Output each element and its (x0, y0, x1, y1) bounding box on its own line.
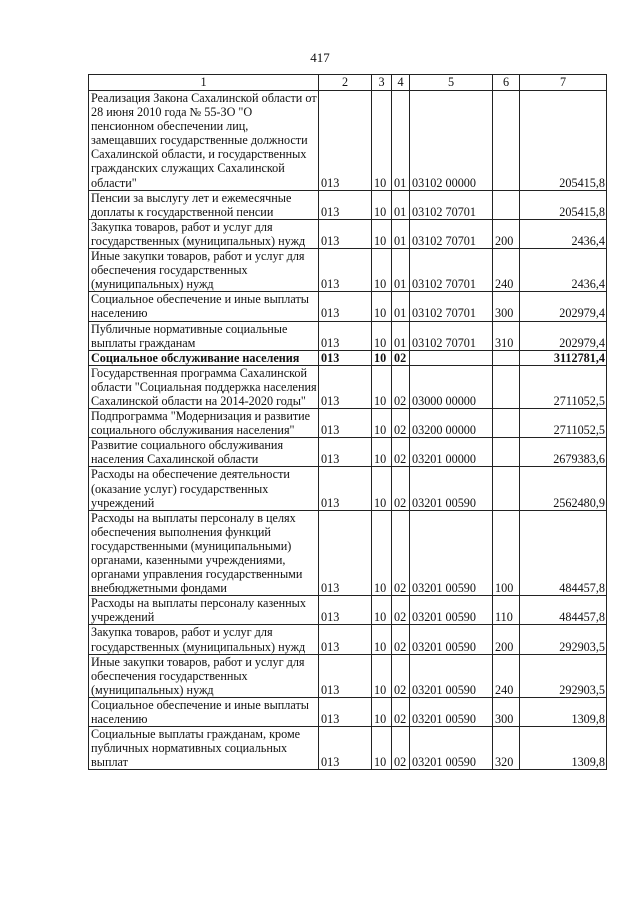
row-target-cell: 03102 70701 (410, 219, 493, 248)
row-expense-type-cell (493, 91, 520, 191)
row-name-cell: Пенсии за выслугу лет и ежемесячные доплаты к государственной пенсии (89, 190, 319, 219)
row-ministry-cell: 013 (319, 365, 372, 408)
row-amount-cell: 205415,8 (520, 91, 607, 191)
row-ministry-cell: 013 (319, 190, 372, 219)
row-ministry-cell: 013 (319, 467, 372, 510)
table-row (89, 350, 607, 365)
row-target-cell: 03201 00590 (410, 625, 493, 654)
row-expense-type-cell (493, 350, 520, 365)
row-name-cell: Государственная программа Сахалинской области "Социальная поддержка населения Сахалинской области на 2014-2020 годы" (89, 365, 319, 408)
budget-table (88, 74, 607, 770)
row-section-cell: 10 (372, 510, 392, 596)
row-target-cell: 03201 00590 (410, 510, 493, 596)
row-ministry-cell: 013 (319, 438, 372, 467)
table-row (89, 365, 607, 408)
row-target-cell: 03201 00590 (410, 596, 493, 625)
row-subsection-cell: 02 (392, 625, 410, 654)
row-name-cell: Закупка товаров, работ и услуг для государственных (муниципальных) нужд (89, 625, 319, 654)
row-amount-cell: 292903,5 (520, 654, 607, 697)
column-header-amount: 7 (520, 75, 607, 91)
row-target-cell: 03102 00000 (410, 91, 493, 191)
row-expense-type-cell: 200 (493, 219, 520, 248)
table-row (89, 292, 607, 321)
row-ministry-cell: 013 (319, 350, 372, 365)
row-amount-cell: 484457,8 (520, 596, 607, 625)
column-header-section: 3 (372, 75, 392, 91)
row-amount-cell: 202979,4 (520, 292, 607, 321)
row-amount-cell: 205415,8 (520, 190, 607, 219)
row-target-cell: 03201 00590 (410, 697, 493, 726)
table-row (89, 409, 607, 438)
row-ministry-cell: 013 (319, 91, 372, 191)
row-subsection-cell: 02 (392, 438, 410, 467)
table-row (89, 596, 607, 625)
row-target-cell (410, 350, 493, 365)
row-expense-type-cell: 310 (493, 321, 520, 350)
row-name-cell: Подпрограмма "Модернизация и развитие социального обслуживания населения" (89, 409, 319, 438)
row-expense-type-cell: 300 (493, 697, 520, 726)
column-header-subsection: 4 (392, 75, 410, 91)
row-target-cell: 03102 70701 (410, 249, 493, 292)
row-expense-type-cell: 100 (493, 510, 520, 596)
row-amount-cell: 1309,8 (520, 697, 607, 726)
row-subsection-cell: 01 (392, 190, 410, 219)
row-section-cell: 10 (372, 596, 392, 625)
row-subsection-cell: 02 (392, 510, 410, 596)
table-row (89, 249, 607, 292)
row-section-cell: 10 (372, 409, 392, 438)
row-ministry-cell: 013 (319, 625, 372, 654)
row-target-cell: 03200 00000 (410, 409, 493, 438)
row-section-cell: 10 (372, 365, 392, 408)
row-name-cell: Социальное обеспечение и иные выплаты населению (89, 697, 319, 726)
row-subsection-cell: 01 (392, 219, 410, 248)
row-expense-type-cell (493, 190, 520, 219)
row-amount-cell: 2711052,5 (520, 365, 607, 408)
row-section-cell: 10 (372, 727, 392, 770)
row-target-cell: 03201 00590 (410, 654, 493, 697)
table-body (89, 91, 607, 770)
table-row (89, 91, 607, 191)
row-name-cell: Расходы на выплаты персоналу казенных учреждений (89, 596, 319, 625)
row-ministry-cell: 013 (319, 409, 372, 438)
row-ministry-cell: 013 (319, 510, 372, 596)
row-amount-cell: 2436,4 (520, 219, 607, 248)
row-name-cell: Иные закупки товаров, работ и услуг для обеспечения государственных (муниципальных) нужд (89, 654, 319, 697)
row-name-cell: Расходы на обеспечение деятельности (оказание услуг) государственных учреждений (89, 467, 319, 510)
row-expense-type-cell (493, 365, 520, 408)
row-expense-type-cell: 240 (493, 249, 520, 292)
row-subsection-cell: 01 (392, 249, 410, 292)
row-name-cell: Иные закупки товаров, работ и услуг для обеспечения государственных (муниципальных) нужд (89, 249, 319, 292)
row-ministry-cell: 013 (319, 249, 372, 292)
table-row (89, 321, 607, 350)
table-row (89, 654, 607, 697)
row-name-cell: Социальные выплаты гражданам, кроме публичных нормативных социальных выплат (89, 727, 319, 770)
row-expense-type-cell: 110 (493, 596, 520, 625)
row-target-cell: 03102 70701 (410, 321, 493, 350)
row-ministry-cell: 013 (319, 219, 372, 248)
row-name-cell: Реализация Закона Сахалинской области от 28 июня 2010 года № 55-ЗО "О пенсионном обеспечении лиц, замещавших государственные должности Сахалинской области, и государственных гражданских служащих Сахалинской области" (89, 91, 319, 191)
row-target-cell: 03102 70701 (410, 190, 493, 219)
row-amount-cell: 2711052,5 (520, 409, 607, 438)
row-expense-type-cell: 200 (493, 625, 520, 654)
row-section-cell: 10 (372, 190, 392, 219)
row-amount-cell: 2562480,9 (520, 467, 607, 510)
row-target-cell: 03201 00590 (410, 467, 493, 510)
table-row (89, 510, 607, 596)
column-header-name: 1 (89, 75, 319, 91)
row-section-cell: 10 (372, 249, 392, 292)
row-expense-type-cell: 240 (493, 654, 520, 697)
row-name-cell: Расходы на выплаты персоналу в целях обеспечения выполнения функций государственными (муниципальными) органами, казенными учреждениями, органами управления государственными внебюджетными фондами (89, 510, 319, 596)
row-subsection-cell: 02 (392, 467, 410, 510)
row-amount-cell: 2436,4 (520, 249, 607, 292)
row-amount-cell: 1309,8 (520, 727, 607, 770)
row-name-cell: Социальное обслуживание населения (89, 350, 319, 365)
row-section-cell: 10 (372, 350, 392, 365)
row-subsection-cell: 02 (392, 365, 410, 408)
row-section-cell: 10 (372, 292, 392, 321)
header-row (89, 75, 607, 91)
column-header-expense-type: 6 (493, 75, 520, 91)
column-header-ministry: 2 (319, 75, 372, 91)
row-subsection-cell: 02 (392, 727, 410, 770)
row-subsection-cell: 02 (392, 697, 410, 726)
row-ministry-cell: 013 (319, 697, 372, 726)
table-row (89, 467, 607, 510)
row-subsection-cell: 02 (392, 654, 410, 697)
row-amount-cell: 484457,8 (520, 510, 607, 596)
row-section-cell: 10 (372, 321, 392, 350)
row-ministry-cell: 013 (319, 596, 372, 625)
row-target-cell: 03201 00590 (410, 727, 493, 770)
row-section-cell: 10 (372, 219, 392, 248)
row-name-cell: Социальное обеспечение и иные выплаты населению (89, 292, 319, 321)
row-name-cell: Закупка товаров, работ и услуг для государственных (муниципальных) нужд (89, 219, 319, 248)
row-ministry-cell: 013 (319, 321, 372, 350)
row-amount-cell: 2679383,6 (520, 438, 607, 467)
row-expense-type-cell (493, 409, 520, 438)
table-row (89, 190, 607, 219)
row-expense-type-cell: 320 (493, 727, 520, 770)
row-section-cell: 10 (372, 697, 392, 726)
row-expense-type-cell: 300 (493, 292, 520, 321)
row-ministry-cell: 013 (319, 292, 372, 321)
table-row (89, 219, 607, 248)
row-expense-type-cell (493, 467, 520, 510)
page-number: 417 (310, 50, 330, 65)
row-name-cell: Развитие социального обслуживания населения Сахалинской области (89, 438, 319, 467)
row-name-cell: Публичные нормативные социальные выплаты гражданам (89, 321, 319, 350)
row-amount-cell: 292903,5 (520, 625, 607, 654)
table-row (89, 438, 607, 467)
row-section-cell: 10 (372, 438, 392, 467)
row-subsection-cell: 02 (392, 350, 410, 365)
row-section-cell: 10 (372, 625, 392, 654)
row-amount-cell: 3112781,4 (520, 350, 607, 365)
row-subsection-cell: 02 (392, 596, 410, 625)
row-subsection-cell: 02 (392, 409, 410, 438)
table-row (89, 727, 607, 770)
row-subsection-cell: 01 (392, 292, 410, 321)
column-header-target: 5 (410, 75, 493, 91)
table-row (89, 625, 607, 654)
row-target-cell: 03201 00000 (410, 438, 493, 467)
row-subsection-cell: 01 (392, 321, 410, 350)
row-target-cell: 03000 00000 (410, 365, 493, 408)
row-section-cell: 10 (372, 654, 392, 697)
row-section-cell: 10 (372, 467, 392, 510)
row-expense-type-cell (493, 438, 520, 467)
row-subsection-cell: 01 (392, 91, 410, 191)
row-ministry-cell: 013 (319, 727, 372, 770)
row-target-cell: 03102 70701 (410, 292, 493, 321)
row-section-cell: 10 (372, 91, 392, 191)
table-row (89, 697, 607, 726)
row-amount-cell: 202979,4 (520, 321, 607, 350)
row-ministry-cell: 013 (319, 654, 372, 697)
